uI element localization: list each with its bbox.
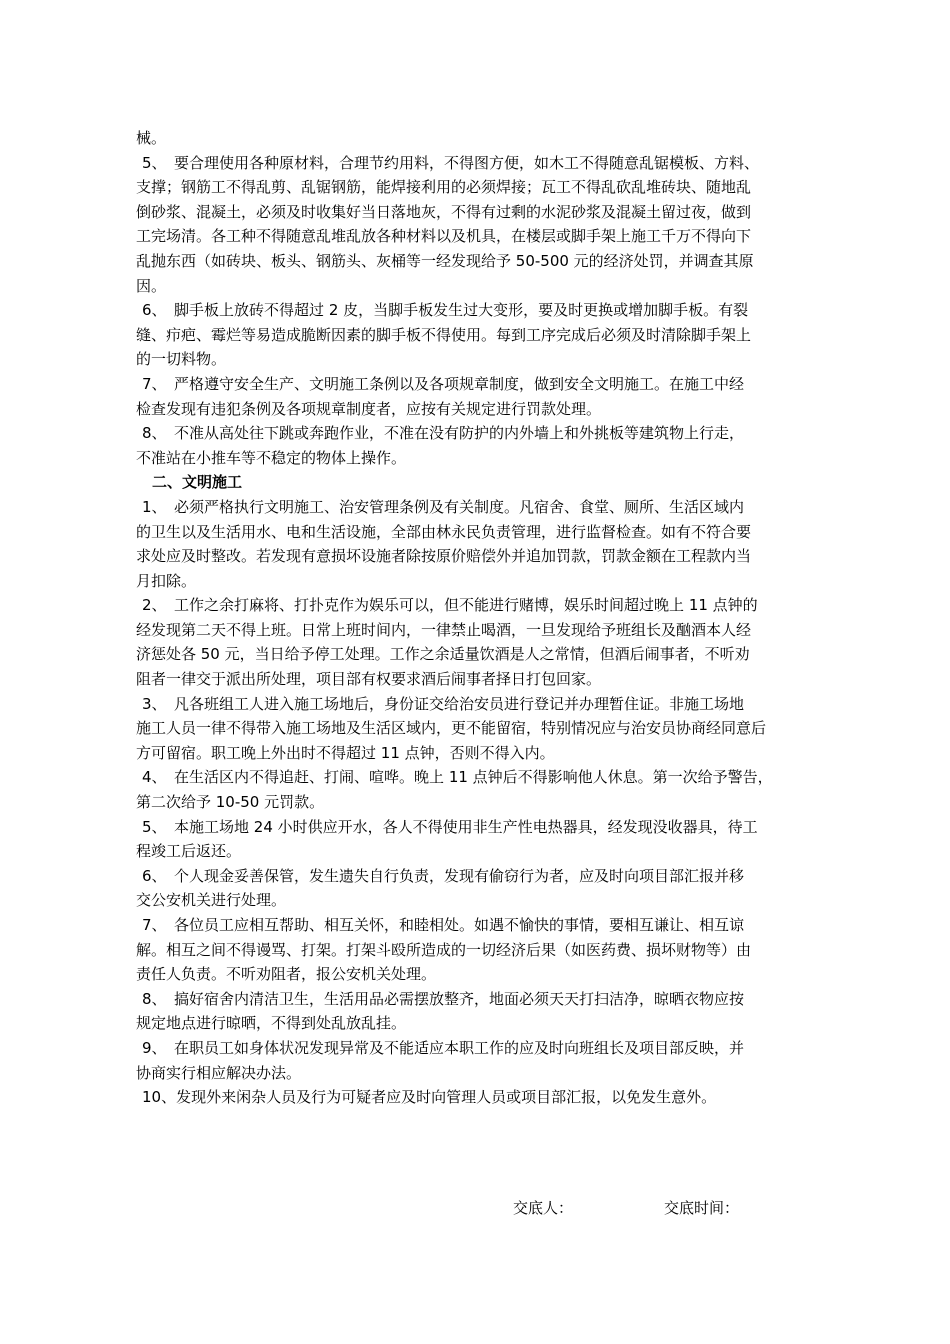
- text-line: 协商实行相应解决办法。: [136, 1063, 302, 1082]
- text-line: 阻者一律交于派出所处理，项目部有权要求酒后闹事者择日打包回家。: [136, 670, 602, 689]
- text-line: 3、 凡各班组工人进入施工场地后，身份证交给治安员进行登记并办理暂住证。非施工场地: [142, 694, 745, 713]
- text-line: 的卫生以及生活用水、电和生活设施，全部由林永民负责管理，进行监督检查。如有不符合要: [136, 522, 752, 541]
- text-line: 不准站在小推车等不稳定的物体上操作。: [136, 448, 407, 467]
- text-line: 4、 在生活区内不得追赶、打闹、喧哗。晚上 11 点钟后不得影响他人休息。第一次给予警告，: [142, 768, 773, 787]
- text-line: 2、 工作之余打麻将、打扑克作为娱乐可以，但不能进行赌博，娱乐时间超过晚上 11 点钟的: [142, 596, 758, 615]
- text-line: 5、 本施工场地 24 小时供应开水，各人不得使用非生产性电热器具，经发现没收器具，待工: [142, 817, 758, 836]
- text-line: 乱抛东西（如砖块、板头、钢筋头、灰桶等一经发现给予 50-500 元的经济处罚，并调查其原: [136, 251, 754, 270]
- text-line: 解。相互之间不得谩骂、打架。打架斗殴所造成的一切经济后果（如医药费、损坏财物等）由: [136, 940, 752, 959]
- text-line: 检查发现有违犯条例及各项规章制度者，应按有关规定进行罚款处理。: [136, 399, 602, 418]
- text-line: 责任人负责。不听劝阻者，报公安机关处理。: [136, 965, 437, 984]
- text-line: 8、 不准从高处往下跳或奔跑作业，不准在没有防护的内外墙上和外挑板等建筑物上行走，: [142, 424, 745, 443]
- text-line: 程竣工后返还。: [136, 842, 242, 861]
- text-line: 倒砂浆、混凝土，必须及时收集好当日落地灰，不得有过剩的水泥砂浆及混凝土留过夜，做到: [136, 202, 752, 221]
- text-line: 支撑；钢筋工不得乱剪、乱锯钢筋，能焊接利用的必须焊接；瓦工不得乱砍乱堆砖块、随地乱: [136, 178, 752, 197]
- handover-person-label: 交底人：: [513, 1199, 574, 1217]
- text-line: 因。: [136, 276, 167, 295]
- document-body: [136, 126, 816, 1110]
- text-line: 7、 严格遵守安全生产、文明施工条例以及各项规章制度，做到安全文明施工。在施工中经: [142, 374, 745, 393]
- text-line: 求处应及时整改。若发现有意损坏设施者除按原价赔偿外并追加罚款，罚款金额在工程款内当: [136, 547, 752, 566]
- text-line: 械。: [136, 129, 167, 147]
- text-line: 规定地点进行晾晒，不得到处乱放乱挂。: [136, 1014, 407, 1033]
- text-line: 10、发现外来闲杂人员及行为可疑者应及时向管理人员或项目部汇报，以免发生意外。: [142, 1088, 717, 1107]
- text-line: 7、 各位员工应相互帮助、相互关怀，和睦相处。如遇不愉快的事情，要相互谦让、相互谅: [142, 916, 745, 934]
- text-line: 第二次给予 10-50 元罚款。: [136, 793, 325, 812]
- text-line: 的一切料物。: [136, 350, 227, 369]
- text-line: 8、 搞好宿舍内清洁卫生，生活用品必需摆放整齐，地面必须天天打扫洁净，晾晒衣物应按: [142, 989, 745, 1008]
- text-line: 6、 脚手板上放砖不得超过 2 皮，当脚手板发生过大变形，要及时更换或增加脚手板。有裂: [142, 301, 749, 320]
- text-line: 工完场清。各工种不得随意乱堆乱放各种材料以及机具，在楼层或脚手架上施工千万不得向下: [136, 227, 752, 246]
- text-line: 交公安机关进行处理。: [136, 891, 287, 910]
- text-line: 施工人员一律不得带入施工场地及生活区域内，更不能留宿，特别情况应与治安员协商经同意后: [136, 719, 767, 738]
- text-line: 5、 要合理使用各种原材料，合理节约用料，不得图方便，如木工不得随意乱锯模板、方料、: [142, 153, 760, 172]
- text-line: 经发现第二天不得上班。日常上班时间内，一律禁止喝酒，一旦发现给予班组长及酗酒本人经: [136, 620, 752, 639]
- text-line: 1、 必须严格执行文明施工、治安管理条例及有关制度。凡宿舍、食堂、厕所、生活区域内: [142, 497, 745, 516]
- text-line: 济惩处各 50 元，当日给予停工处理。工作之余适量饮酒是人之常情，但酒后闹事者，不听劝: [136, 645, 750, 664]
- text-line: 缝、疖疤、霉烂等易造成脆断因素的脚手板不得使用。每到工序完成后必须及时清除脚手架上: [136, 325, 752, 344]
- section-heading: 二、文明施工: [152, 473, 243, 492]
- text-line: 9、 在职员工如身体状况发现异常及不能适应本职工作的应及时向班组长及项目部反映，并: [142, 1038, 745, 1057]
- text-line: 6、 个人现金妥善保管，发生遗失自行负责，发现有偷窃行为者，应及时向项目部汇报并移: [142, 866, 745, 885]
- handover-time-label: 交底时间：: [664, 1199, 740, 1217]
- text-line: 月扣除。: [136, 571, 197, 590]
- text-line: 方可留宿。职工晚上外出时不得超过 11 点钟，否则不得入内。: [136, 743, 555, 762]
